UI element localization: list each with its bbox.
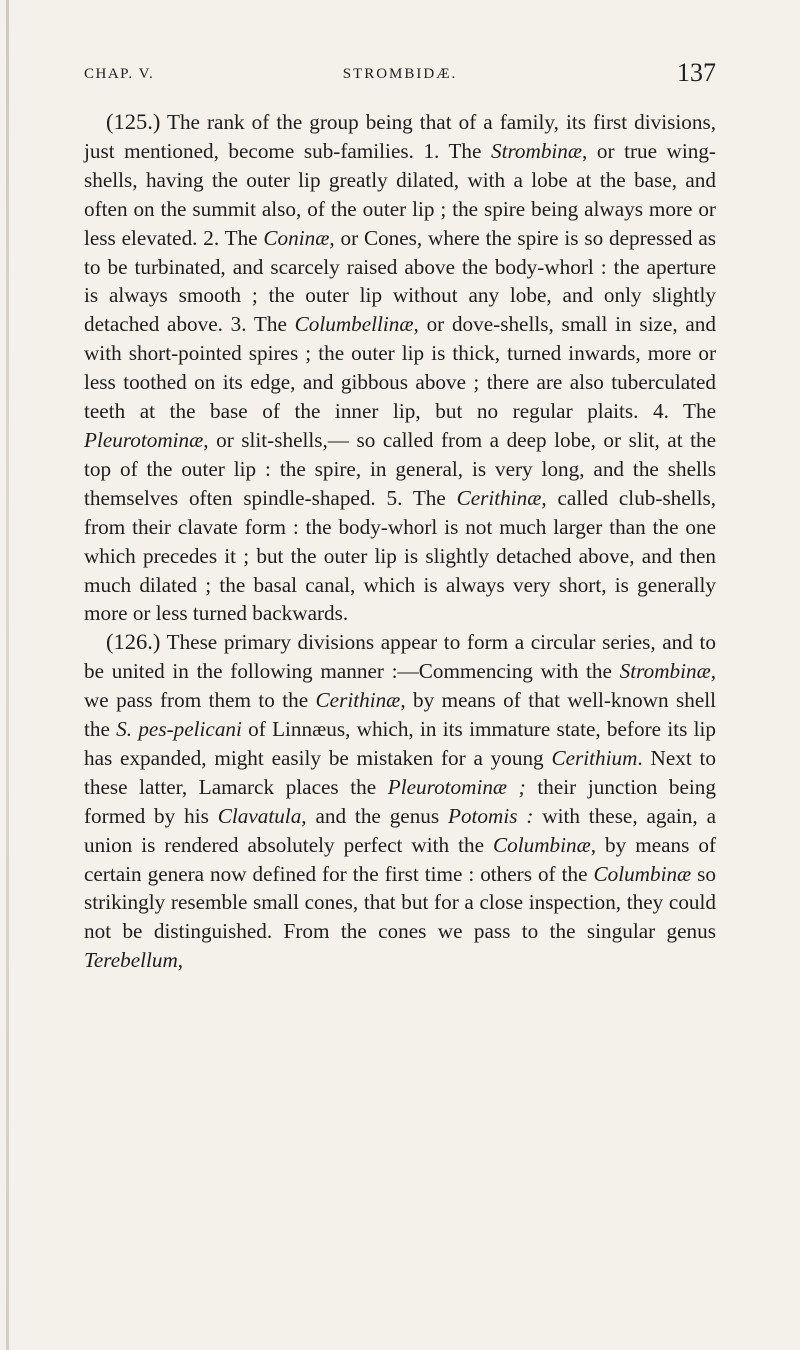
italic-term: Coninæ: [263, 225, 330, 250]
italic-term: Cerithinæ: [456, 485, 542, 510]
text-run: with these, again, a union is rendered absolutely perfect with the: [84, 803, 716, 857]
text-run: , and the genus: [301, 803, 448, 828]
italic-term: Clavatula: [217, 803, 302, 828]
italic-term: Columbinæ: [493, 832, 591, 857]
italic-term: S. pes-pelicani: [116, 717, 242, 742]
italic-term: Columbinæ: [593, 861, 692, 886]
paragraph-125: [84, 108, 716, 628]
text-run: of Linnæus, which, in its immature state, before its lip has expanded, might easily be mistaken for a young: [84, 717, 716, 770]
chapter-label: CHAP. V.: [84, 66, 155, 82]
text-run: , or slit-shells,— so called from a deep lobe, or slit, at the top of the outer lip : the spire, in general, is very long, and the shells themselves often spindle-shaped. 5. The: [84, 427, 716, 510]
paragraph-text: [84, 110, 716, 625]
italic-term: Strombinæ: [619, 659, 711, 684]
text-run: so strikingly resemble small cones, that but for a close inspection, they could not be distinguished. From the cones we pass to the singular genus: [84, 861, 717, 944]
text-run: , by means of that well-known shell the: [84, 688, 717, 742]
text-run: . Next to these latter, Lamarck places the: [84, 745, 716, 799]
text-run: , or dove-shells, small in size, and with short-pointed spires ; the outer lip is thick, turned inwards, more or less toothed on its edge, and gibbous above ; there are also tuberculated teeth at the base of the inner lip, but no regular plaits. 4. The: [84, 312, 716, 424]
body-text: [84, 108, 716, 975]
text-run: , or true wing-shells, having the outer lip greatly dilated, with a lobe at the base, and often on the summit also, of the outer lip ; the spire being always more or less elevated. 2. The: [84, 138, 716, 250]
italic-term: Cerithinæ: [315, 688, 401, 713]
italic-term: Potomis :: [448, 803, 534, 828]
text-run: The rank of the group being that of a family, its first divisions, just mentioned, become sub-families. 1. The: [84, 110, 716, 163]
running-header: [84, 58, 716, 96]
text-run: , or Cones, where the spire is so depressed as to be turbinated, and scarcely raised above the body-whorl : the aperture is always smooth ; the outer lip without any lobe, and only slightly detached above. 3. The: [84, 225, 717, 337]
italic-term: Columbellinæ: [294, 312, 414, 337]
paragraph-text: [84, 630, 716, 972]
text-run: , by means of certain genera now defined for the first time : others of the: [84, 832, 716, 886]
italic-term: Strombinæ: [490, 138, 583, 163]
text-run: , called club-shells, from their clavate form : the body-whorl is not much larger than the one which precedes it ; but the outer lip is slightly detached above, and then much dilated ; the basal canal, which is always very short, is generally more or less turned backwards.: [84, 485, 716, 626]
paragraph-number: (125.): [106, 109, 161, 134]
text-run: , we pass from them to the: [84, 659, 716, 713]
italic-term: Terebellum: [84, 948, 178, 973]
italic-term: Pleurotominæ ;: [387, 774, 526, 799]
text-run: These primary divisions appear to form a circular series, and to be united in the following manner :—Commencing with the: [84, 630, 716, 684]
page-number: 137: [677, 58, 716, 87]
page-gutter-edge: [6, 0, 9, 1350]
text-run: their junction being formed by his: [84, 774, 716, 828]
paragraph-126: [84, 628, 716, 975]
italic-term: Pleurotominæ: [84, 427, 204, 452]
text-run: ,: [177, 948, 184, 973]
italic-term: Cerithium: [551, 745, 638, 770]
paragraph-number: (126.): [106, 629, 161, 655]
running-title: STROMBIDÆ.: [342, 66, 458, 82]
